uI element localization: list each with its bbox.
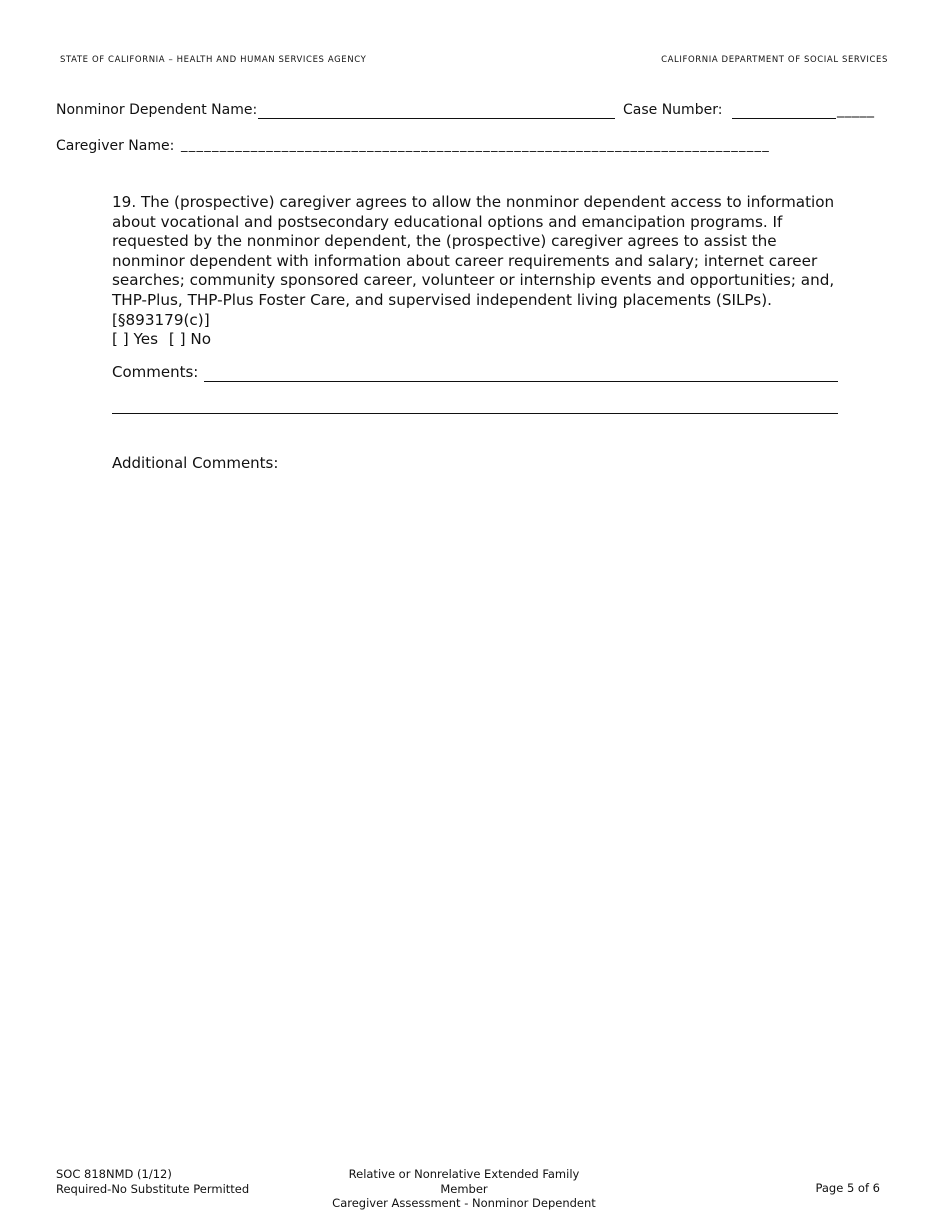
yes-checkbox[interactable]: [ ] Yes [112,330,159,348]
caregiver-name-label: Caregiver Name: [56,138,175,154]
yes-no-group [112,330,211,348]
question-19-text: 19. The (prospective) caregiver agrees to allow the nonminor dependent access to information about vocational and postsecondary educational options and emancipation programs. If requested by the nonminor dependent, the (prospective) caregiver agrees to assist the nonminor dependent with information about career requirements and salary; internet career searches; community sponsored career, volunteer or internship events and opportunities; and, THP-Plus, THP-Plus Foster Care, and supervised independent living placements (SILPs). [112,193,835,309]
department-header: CALIFORNIA DEPARTMENT OF SOCIAL SERVICES [661,55,888,65]
additional-comments-label: Additional Comments: [112,454,279,472]
footer-title-line1: Relative or Nonrelative Extended Family Member [348,1167,580,1196]
page-number: Page 5 of 6 [815,1181,880,1195]
footer-form-info [56,1167,249,1196]
nonminor-name-field[interactable] [258,118,615,119]
footer-form-id: SOC 818NMD (1/12) [56,1167,172,1181]
case-number-field-tail: _____ [837,102,875,118]
caregiver-name-field[interactable]: ____________________________________________________________________________ [181,138,770,153]
question-19 [112,193,838,330]
case-number-label: Case Number: [623,102,723,118]
nonminor-name-label: Nonminor Dependent Name: [56,102,258,118]
footer-title-line2: Caregiver Assessment - Nonminor Dependent [332,1196,596,1210]
agency-header: STATE OF CALIFORNIA – HEALTH AND HUMAN SERVICES AGENCY [60,55,367,65]
case-number-field[interactable] [732,118,836,119]
footer-form-title [328,1167,600,1211]
comments-line-2[interactable] [112,413,838,414]
no-checkbox[interactable]: [ ] No [168,330,212,348]
comments-line-1[interactable] [204,381,838,382]
comments-label: Comments: [112,363,199,381]
question-19-citation: [§893179(c)] [112,310,210,329]
footer-required-note: Required-No Substitute Permitted [56,1181,250,1196]
